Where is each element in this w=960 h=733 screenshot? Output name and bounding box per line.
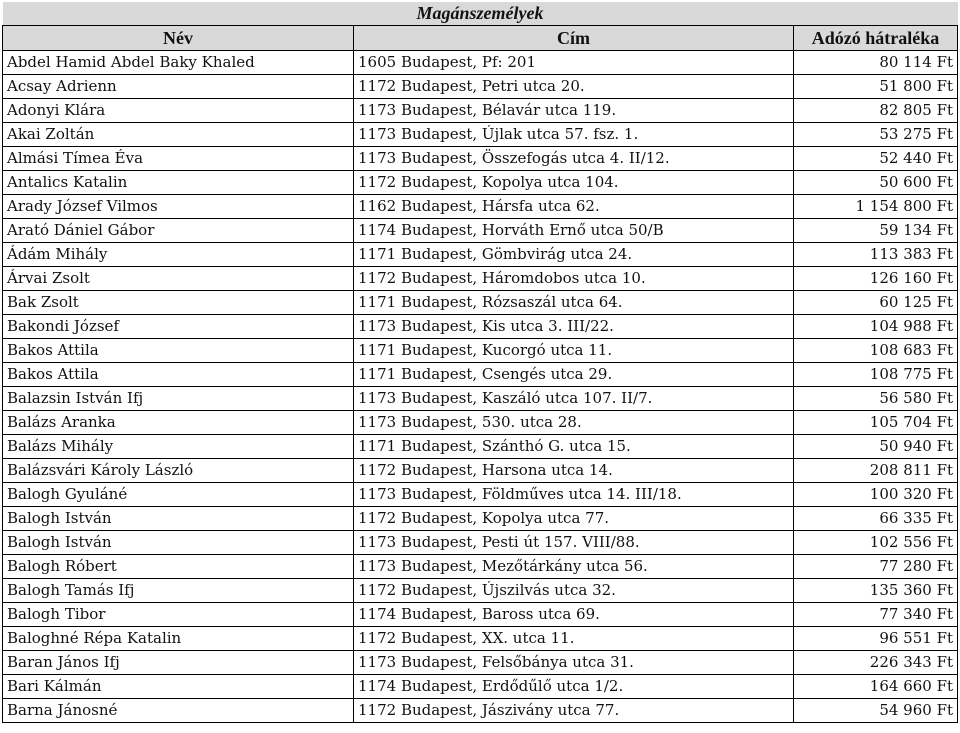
cell-name: Balogh Gyuláné: [3, 483, 354, 507]
cell-address: 1173 Budapest, Összefogás utca 4. II/12.: [354, 147, 794, 171]
cell-name: Bari Kálmán: [3, 675, 354, 699]
cell-address: 1162 Budapest, Hársfa utca 62.: [354, 195, 794, 219]
cell-name: Ádám Mihály: [3, 243, 354, 267]
cell-debt: 50 940 Ft: [794, 435, 958, 459]
cell-debt: 164 660 Ft: [794, 675, 958, 699]
cell-debt: 77 280 Ft: [794, 555, 958, 579]
cell-debt: 226 343 Ft: [794, 651, 958, 675]
cell-address: 1172 Budapest, Újszilvás utca 32.: [354, 579, 794, 603]
cell-debt: 113 383 Ft: [794, 243, 958, 267]
cell-address: 1605 Budapest, Pf: 201: [354, 51, 794, 75]
cell-address: 1173 Budapest, Újlak utca 57. fsz. 1.: [354, 123, 794, 147]
table-row: [3, 147, 958, 171]
table-row: [3, 387, 958, 411]
cell-debt: 105 704 Ft: [794, 411, 958, 435]
cell-name: Bakondi József: [3, 315, 354, 339]
table-row: [3, 411, 958, 435]
cell-name: Balogh Tibor: [3, 603, 354, 627]
cell-address: 1173 Budapest, Kis utca 3. III/22.: [354, 315, 794, 339]
cell-address: 1172 Budapest, Kopolya utca 104.: [354, 171, 794, 195]
cell-address: 1174 Budapest, Baross utca 69.: [354, 603, 794, 627]
table-row: [3, 579, 958, 603]
cell-name: Barna Jánosné: [3, 699, 354, 723]
cell-debt: 135 360 Ft: [794, 579, 958, 603]
table-row: [3, 291, 958, 315]
cell-debt: 77 340 Ft: [794, 603, 958, 627]
table-row: [3, 483, 958, 507]
cell-address: 1172 Budapest, Kopolya utca 77.: [354, 507, 794, 531]
cell-name: Balázs Mihály: [3, 435, 354, 459]
table-row: [3, 171, 958, 195]
cell-name: Balázs Aranka: [3, 411, 354, 435]
cell-address: 1172 Budapest, XX. utca 11.: [354, 627, 794, 651]
cell-name: Balogh Tamás Ifj: [3, 579, 354, 603]
cell-name: Balazsin István Ifj: [3, 387, 354, 411]
cell-address: 1172 Budapest, Háromdobos utca 10.: [354, 267, 794, 291]
cell-name: Abdel Hamid Abdel Baky Khaled: [3, 51, 354, 75]
table-row: [3, 75, 958, 99]
cell-address: 1172 Budapest, Petri utca 20.: [354, 75, 794, 99]
column-header-name: Név: [3, 26, 354, 51]
cell-name: Balázsvári Károly László: [3, 459, 354, 483]
table-row: [3, 195, 958, 219]
cell-debt: 126 160 Ft: [794, 267, 958, 291]
cell-debt: 59 134 Ft: [794, 219, 958, 243]
table-row: [3, 339, 958, 363]
cell-address: 1173 Budapest, Földműves utca 14. III/18.: [354, 483, 794, 507]
table-row: [3, 363, 958, 387]
cell-name: Baran János Ifj: [3, 651, 354, 675]
table-row: [3, 699, 958, 723]
column-header-address: Cím: [354, 26, 794, 51]
table-header-row: [3, 26, 958, 51]
cell-debt: 53 275 Ft: [794, 123, 958, 147]
cell-name: Balogh István: [3, 507, 354, 531]
cell-name: Akai Zoltán: [3, 123, 354, 147]
cell-name: Bakos Attila: [3, 363, 354, 387]
cell-address: 1171 Budapest, Gömbvirág utca 24.: [354, 243, 794, 267]
cell-address: 1172 Budapest, Harsona utca 14.: [354, 459, 794, 483]
debtors-table: [2, 2, 958, 723]
cell-name: Bakos Attila: [3, 339, 354, 363]
cell-name: Balogh István: [3, 531, 354, 555]
cell-name: Árvai Zsolt: [3, 267, 354, 291]
cell-address: 1173 Budapest, Mezőtárkány utca 56.: [354, 555, 794, 579]
cell-address: 1173 Budapest, 530. utca 28.: [354, 411, 794, 435]
cell-address: 1172 Budapest, Jászivány utca 77.: [354, 699, 794, 723]
table-row: [3, 651, 958, 675]
cell-debt: 1 154 800 Ft: [794, 195, 958, 219]
table-row: [3, 99, 958, 123]
cell-name: Arady József Vilmos: [3, 195, 354, 219]
cell-name: Balogh Róbert: [3, 555, 354, 579]
table-row: [3, 435, 958, 459]
cell-name: Almási Tímea Éva: [3, 147, 354, 171]
cell-debt: 52 440 Ft: [794, 147, 958, 171]
cell-address: 1171 Budapest, Csengés utca 29.: [354, 363, 794, 387]
cell-name: Adonyi Klára: [3, 99, 354, 123]
cell-name: Baloghné Répa Katalin: [3, 627, 354, 651]
cell-debt: 100 320 Ft: [794, 483, 958, 507]
cell-name: Arató Dániel Gábor: [3, 219, 354, 243]
cell-debt: 108 775 Ft: [794, 363, 958, 387]
cell-debt: 96 551 Ft: [794, 627, 958, 651]
cell-address: 1174 Budapest, Erdődűlő utca 1/2.: [354, 675, 794, 699]
cell-debt: 50 600 Ft: [794, 171, 958, 195]
table-row: [3, 675, 958, 699]
cell-address: 1171 Budapest, Kucorgó utca 11.: [354, 339, 794, 363]
table-body: [3, 51, 958, 723]
cell-debt: 80 114 Ft: [794, 51, 958, 75]
cell-debt: 51 800 Ft: [794, 75, 958, 99]
table-row: [3, 627, 958, 651]
table-row: [3, 51, 958, 75]
cell-address: 1173 Budapest, Kaszáló utca 107. II/7.: [354, 387, 794, 411]
cell-name: Acsay Adrienn: [3, 75, 354, 99]
column-header-debt: Adózó hátraléka: [794, 26, 958, 51]
table-row: [3, 507, 958, 531]
table-row: [3, 123, 958, 147]
cell-debt: 104 988 Ft: [794, 315, 958, 339]
cell-debt: 60 125 Ft: [794, 291, 958, 315]
cell-debt: 108 683 Ft: [794, 339, 958, 363]
cell-debt: 54 960 Ft: [794, 699, 958, 723]
table-title: Magánszemélyek: [3, 2, 958, 26]
cell-name: Bak Zsolt: [3, 291, 354, 315]
cell-address: 1171 Budapest, Szánthó G. utca 15.: [354, 435, 794, 459]
table-row: [3, 267, 958, 291]
cell-debt: 56 580 Ft: [794, 387, 958, 411]
cell-address: 1173 Budapest, Felsőbánya utca 31.: [354, 651, 794, 675]
cell-debt: 82 805 Ft: [794, 99, 958, 123]
table-row: [3, 315, 958, 339]
cell-debt: 208 811 Ft: [794, 459, 958, 483]
cell-address: 1174 Budapest, Horváth Ernő utca 50/B: [354, 219, 794, 243]
cell-debt: 102 556 Ft: [794, 531, 958, 555]
cell-name: Antalics Katalin: [3, 171, 354, 195]
table-row: [3, 243, 958, 267]
table-title-row: [3, 2, 958, 26]
table-row: [3, 219, 958, 243]
cell-debt: 66 335 Ft: [794, 507, 958, 531]
cell-address: 1171 Budapest, Rózsaszál utca 64.: [354, 291, 794, 315]
cell-address: 1173 Budapest, Bélavár utca 119.: [354, 99, 794, 123]
table-row: [3, 459, 958, 483]
cell-address: 1173 Budapest, Pesti út 157. VIII/88.: [354, 531, 794, 555]
table-row: [3, 531, 958, 555]
table-row: [3, 603, 958, 627]
table-row: [3, 555, 958, 579]
